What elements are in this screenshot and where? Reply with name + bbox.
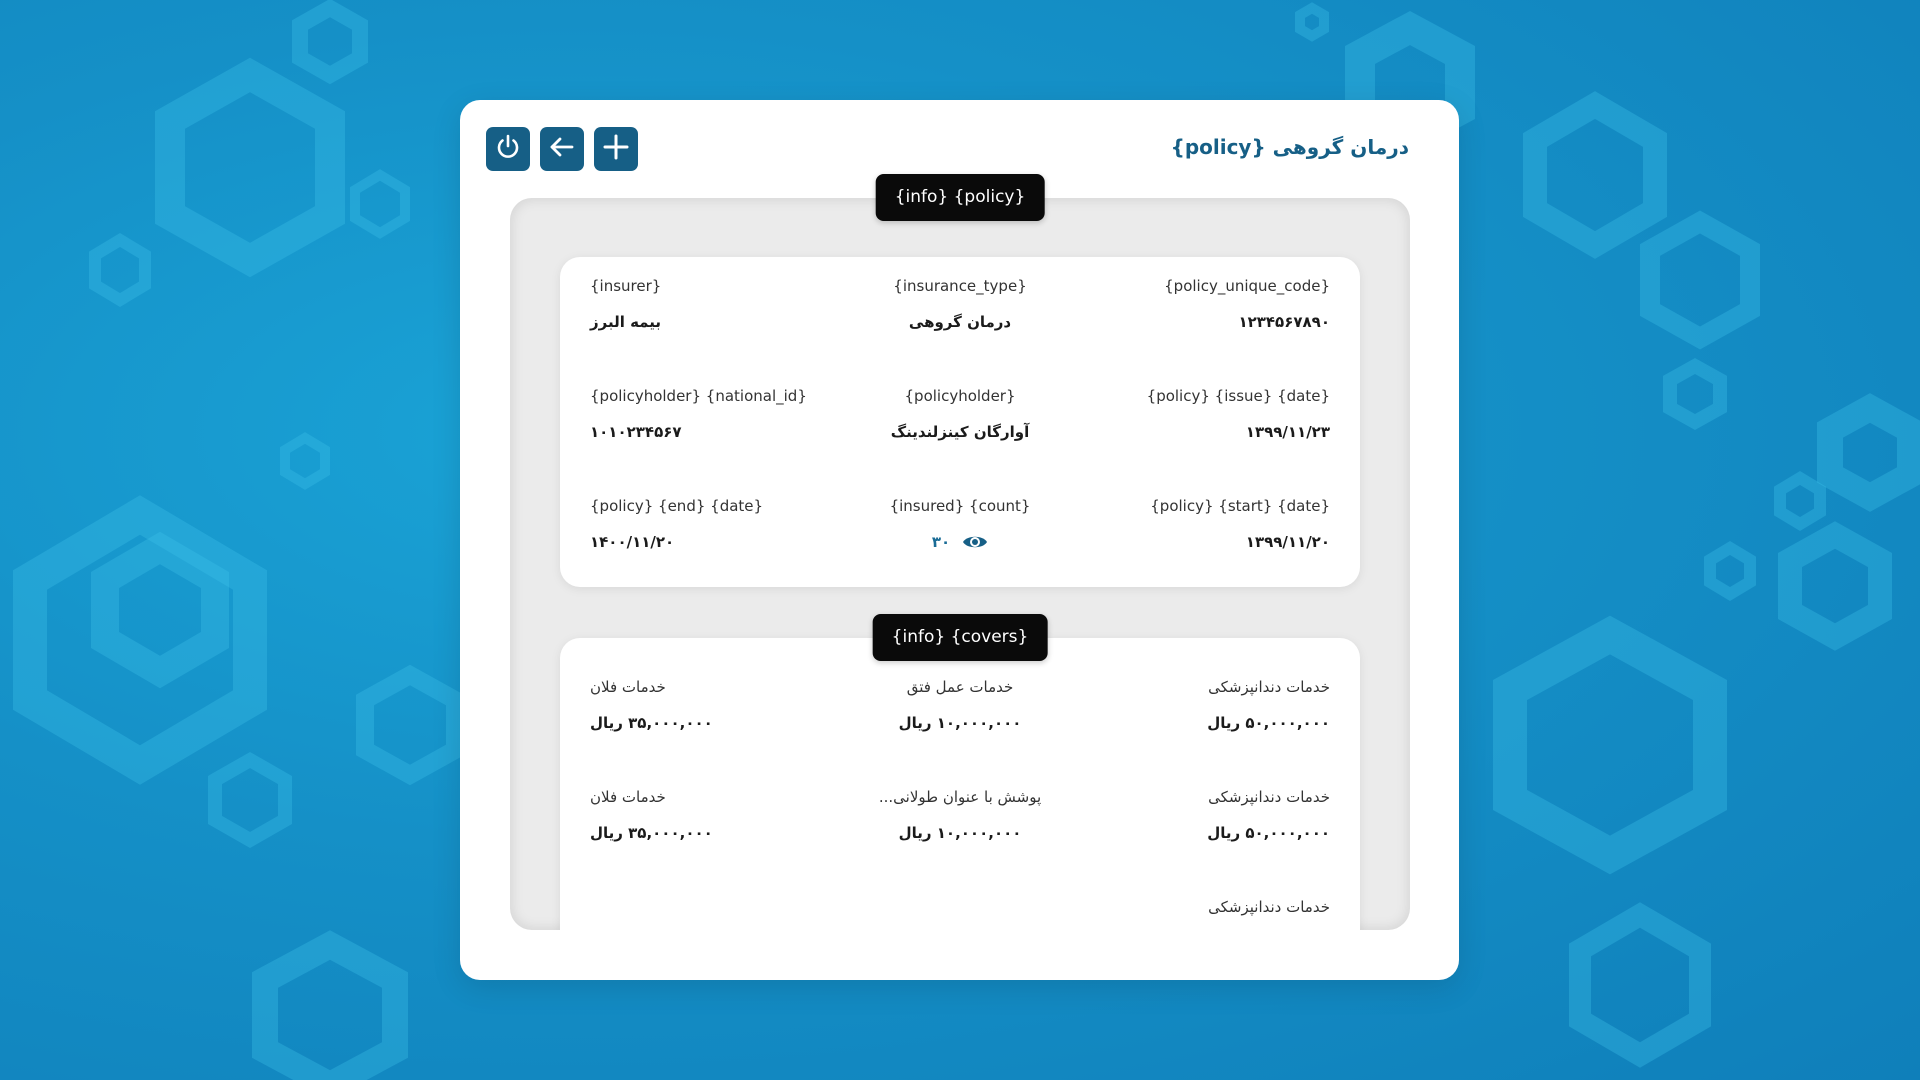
power-icon — [492, 131, 524, 167]
field-value: ۱۳۹۹/۱۱/۲۰ — [1245, 533, 1330, 551]
cover-label: خدمات عمل فتق — [906, 678, 1014, 696]
cover-value: ۱۰,۰۰۰,۰۰۰ ریال — [898, 824, 1022, 842]
field-insurer — [590, 275, 837, 385]
cover-value: ۳۵,۰۰۰,۰۰۰ ریال — [590, 824, 713, 842]
cover-item — [1083, 676, 1330, 786]
cover-value: ۵۰,۰۰۰,۰۰۰ ریال — [1207, 714, 1330, 732]
field-label: {policy_unique_code} — [1164, 277, 1330, 295]
field-value: ۱۰۱۰۲۳۴۵۶۷ — [590, 423, 682, 441]
field-value: آوارگان کینزلندینگ — [890, 423, 1030, 441]
policy-info-label: {info} {policy} — [876, 174, 1045, 221]
covers-info-label: {info} {covers} — [873, 614, 1048, 661]
cover-value: ۵۰,۰۰۰,۰۰۰ ریال — [1207, 824, 1330, 842]
field-label: {policyholder} — [904, 387, 1016, 405]
field-label: {date} {issue} {policy} — [1146, 387, 1330, 405]
toolbar — [486, 127, 638, 171]
policy-card — [460, 100, 1459, 980]
field-start-date — [1083, 495, 1330, 605]
insured-count-value — [932, 531, 988, 553]
field-value: ۱۲۳۴۵۶۷۸۹۰ — [1238, 313, 1330, 331]
cover-label: خدمات دندانپزشکی — [1208, 788, 1330, 806]
cover-item — [837, 786, 1084, 896]
plus-icon — [600, 131, 632, 167]
policy-fields-grid — [590, 275, 1330, 605]
field-label: {national_id} {policyholder} — [590, 387, 807, 405]
field-policyholder-national-id — [590, 385, 837, 495]
field-label: {date} {end} {policy} — [590, 497, 764, 515]
cover-label: خدمات دندانپزشکی — [1208, 678, 1330, 696]
field-label: {insurer} — [590, 277, 662, 295]
back-button[interactable] — [540, 127, 584, 171]
field-label: {insurance_type} — [893, 277, 1027, 295]
field-label: {count} {insured} — [889, 497, 1031, 515]
field-policyholder — [837, 385, 1084, 495]
covers-info-panel[interactable] — [560, 638, 1360, 930]
field-insurance-type — [837, 275, 1084, 385]
insured-count: ۳۰ — [931, 533, 951, 551]
page-title: درمان گروهی {policy} — [1170, 135, 1409, 159]
cover-label: خدمات فلان — [590, 788, 666, 806]
policy-info-panel — [560, 257, 1360, 587]
field-label: {date} {start} {policy} — [1150, 497, 1330, 515]
cover-value: ۳۵,۰۰۰,۰۰۰ ریال — [590, 714, 713, 732]
field-end-date — [590, 495, 837, 605]
cover-label: خدمات دندانپزشکی — [1208, 898, 1330, 916]
cover-label: خدمات فلان — [590, 678, 666, 696]
cover-item — [1083, 896, 1330, 930]
power-button[interactable] — [486, 127, 530, 171]
field-issue-date — [1083, 385, 1330, 495]
details-container — [510, 198, 1410, 930]
field-value: درمان گروهی — [908, 313, 1012, 331]
field-insured-count — [837, 495, 1084, 605]
cover-label: پوشش با عنوان طولانی... — [878, 788, 1042, 806]
covers-grid — [590, 676, 1330, 930]
cover-item — [837, 676, 1084, 786]
field-value: ۱۴۰۰/۱۱/۲۰ — [590, 533, 675, 551]
add-button[interactable] — [594, 127, 638, 171]
field-policy-unique-code — [1083, 275, 1330, 385]
field-value: ۱۳۹۹/۱۱/۲۳ — [1245, 423, 1330, 441]
arrow-left-icon — [546, 131, 578, 167]
field-value: بیمه البرز — [590, 313, 661, 331]
cover-item — [590, 676, 837, 786]
cover-value: ۱۰,۰۰۰,۰۰۰ ریال — [898, 714, 1022, 732]
cover-item — [1083, 786, 1330, 896]
eye-icon[interactable] — [962, 533, 988, 551]
cover-item — [590, 786, 837, 896]
